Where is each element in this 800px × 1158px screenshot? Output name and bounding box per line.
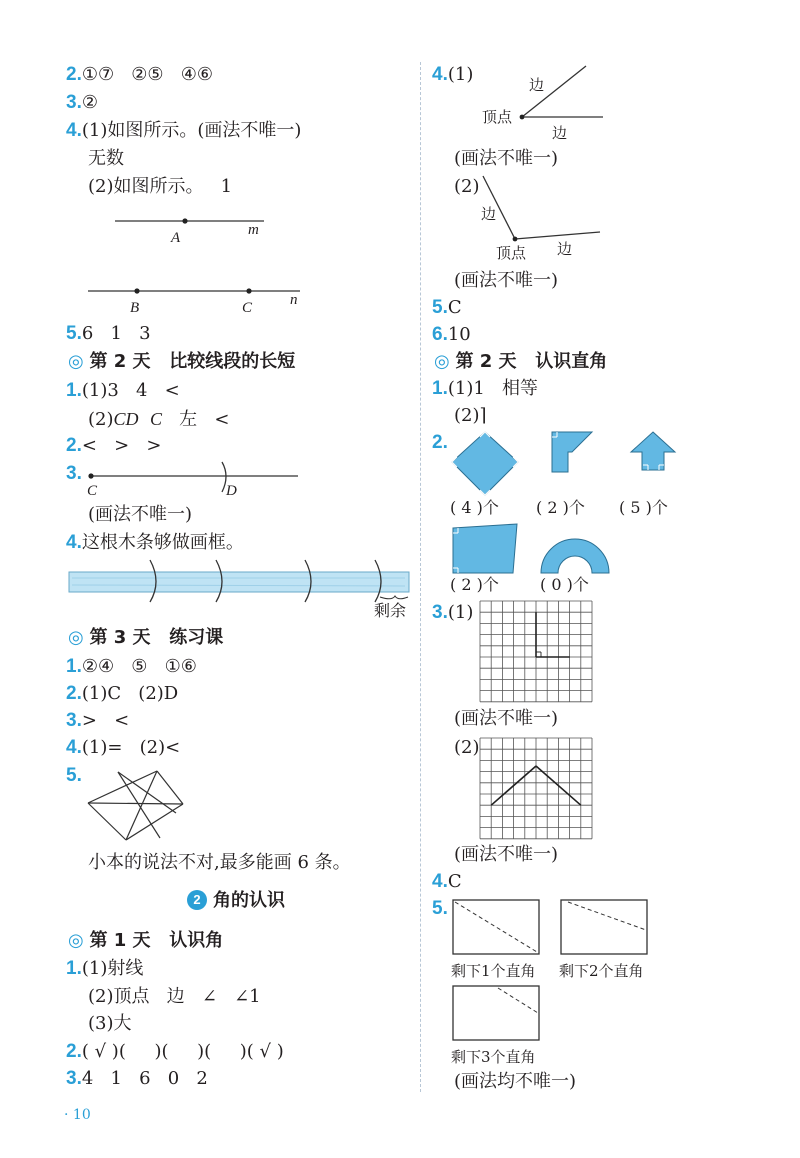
point-b-label: B xyxy=(130,300,140,316)
remainder-label: 剩余 xyxy=(374,601,407,620)
r-day2-q5-note: (画法均不唯一) xyxy=(454,1071,577,1092)
day3-q1: 1.②④ ⑤ ①⑥ xyxy=(66,656,197,677)
section-u2day1-title: ◎ 第 1 天 认识角 xyxy=(68,930,224,951)
u2day1-q1-line3: (3)大 xyxy=(88,1013,132,1034)
rect3-caption: 剩下3个直角 xyxy=(451,1048,536,1066)
edge4-label: 边 xyxy=(557,240,573,258)
day2-q3-note: (画法不唯一) xyxy=(88,504,193,525)
q2-answer: 2.①⑦ ②⑤ ④⑥ xyxy=(66,64,214,85)
edge2-label: 边 xyxy=(552,124,568,142)
point-c-label-2: C xyxy=(87,483,98,499)
point-d-label: D xyxy=(226,483,237,499)
r-q4-note2: (画法不唯一) xyxy=(454,270,559,291)
r-day2-q3-note1: (画法不唯一) xyxy=(454,708,559,729)
line-m-label: m xyxy=(248,222,259,238)
shape4-count: ( 2 )个 xyxy=(450,575,499,594)
section-day2-title: ◎ 第 2 天 比较线段的长短 xyxy=(68,351,296,372)
r-day2-q3-note2: (画法不唯一) xyxy=(454,844,559,865)
section-r-day2-title: ◎ 第 2 天 认识直角 xyxy=(434,351,608,372)
q4-line3: (2)如图所示。 1 xyxy=(88,176,233,197)
u2day1-q3: 3.4 1 6 0 2 xyxy=(66,1068,208,1089)
line-n-label: n xyxy=(290,292,298,308)
day2-q4: 4.这根木条够做画框。 xyxy=(66,532,244,553)
r-day2-q3-p2: (2) xyxy=(454,737,480,758)
r-q4-note1: (画法不唯一) xyxy=(454,148,559,169)
edge1-label: 边 xyxy=(529,76,545,94)
r-day2-q1: 1.(1)1 相等 xyxy=(432,378,538,399)
day3-q5-num: 5. xyxy=(66,765,82,786)
day3-q5-answer: 小本的说法不对,最多能画 6 条。 xyxy=(88,852,351,873)
u2day1-q1-line2: (2)顶点 边 ∠ ∠1 xyxy=(88,986,261,1007)
day3-q4: 4.(1)= (2)< xyxy=(66,737,181,758)
day2-q1-line2: (2)CD C 左 < xyxy=(88,409,230,430)
q5-answer: 5.6 1 3 xyxy=(66,323,151,344)
q3-answer: 3.② xyxy=(66,92,98,113)
r-day2-q4: 4.C xyxy=(432,871,462,892)
r-day2-q5-num: 5. xyxy=(432,898,448,919)
shape3-count: ( 5 )个 xyxy=(619,498,668,517)
shape5-count: ( 0 )个 xyxy=(540,575,589,594)
day3-q2: 2.(1)C (2)D xyxy=(66,683,179,704)
day2-q1: 1.(1)3 4 < xyxy=(66,380,180,401)
vertex2-label: 顶点 xyxy=(496,244,527,262)
page-number: · 10 xyxy=(64,1107,91,1123)
vertex1-label: 顶点 xyxy=(482,108,513,126)
unit2-title: 2 角的认识 xyxy=(187,890,285,912)
section-day3-title: ◎ 第 3 天 练习课 xyxy=(68,627,224,648)
point-c-label: C xyxy=(242,300,253,316)
r-day2-q1-line2: (2)⌉ xyxy=(454,405,487,426)
r-q5: 5.C xyxy=(432,297,462,318)
r-day2-q3: 3.(1) xyxy=(432,602,474,623)
day2-q2: 2.< > > xyxy=(66,435,162,456)
rect2-caption: 剩下2个直角 xyxy=(559,962,644,980)
q4-answer: 4.(1)如图所示。(画法不唯一) xyxy=(66,120,302,141)
r-q4-num: 4.(1) xyxy=(432,64,474,85)
day3-q3: 3.> < xyxy=(66,710,130,731)
shape2-count: ( 2 )个 xyxy=(536,498,585,517)
r-q6: 6.10 xyxy=(432,324,471,345)
rect1-caption: 剩下1个直角 xyxy=(451,962,536,980)
shape1-count: ( 4 )个 xyxy=(450,498,499,517)
edge3-label: 边 xyxy=(481,205,497,223)
u2day1-q2: 2.( √ )( )( )( )( √ ) xyxy=(66,1041,284,1062)
day2-q3-num: 3. xyxy=(66,463,82,484)
r-day2-q2-num: 2. xyxy=(432,432,448,453)
r-q4-p2: (2) xyxy=(454,176,480,197)
point-a-label: A xyxy=(171,230,181,246)
q4-line2: 无数 xyxy=(88,148,124,169)
u2day1-q1: 1.(1)射线 xyxy=(66,958,144,979)
